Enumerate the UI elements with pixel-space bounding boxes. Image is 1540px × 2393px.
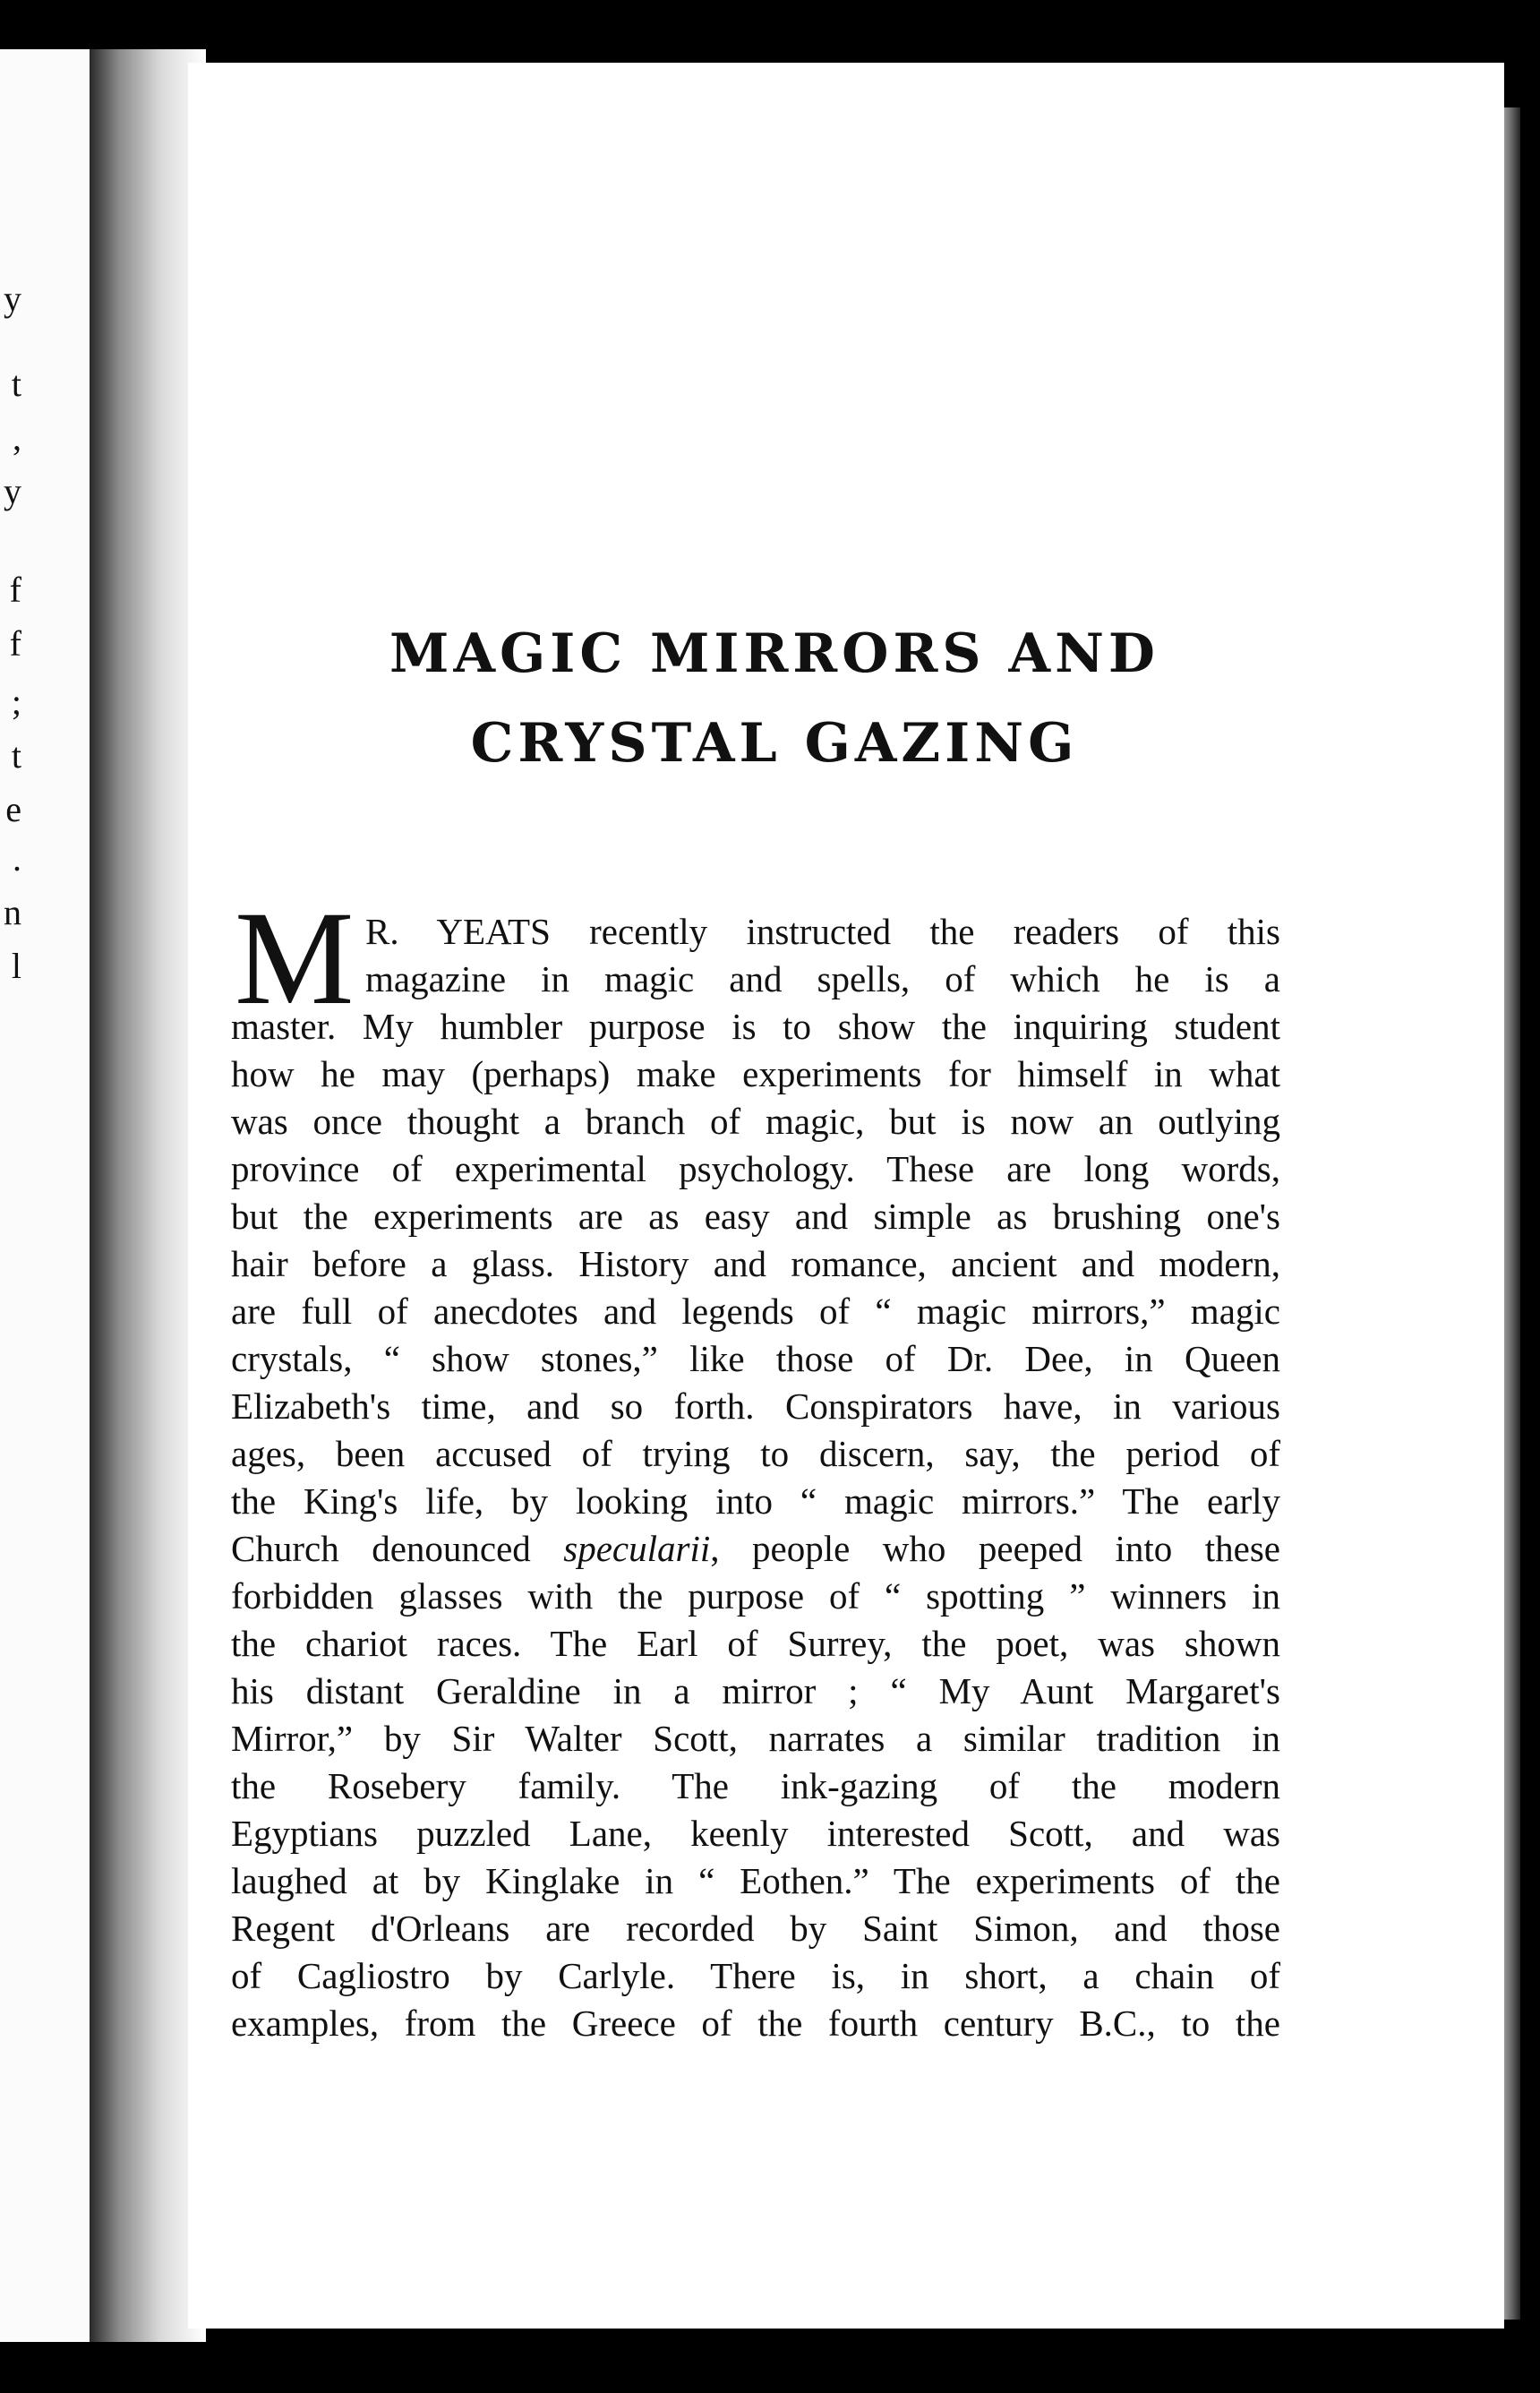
- title-line-2: CRYSTAL GAZING: [470, 712, 1079, 775]
- text-line: but the experiments are as easy and simple as brushing one's: [231, 1196, 1280, 1237]
- title-line-1: MAGIC MIRRORS AND: [389, 622, 1159, 685]
- fragment-char: e: [5, 789, 21, 829]
- text-line: forbidden glasses with the purpose of “ spotting ” winners in: [231, 1575, 1280, 1617]
- fragment-char: t: [11, 735, 21, 776]
- text-line: magazine in magic and spells, of which he is a: [365, 958, 1280, 999]
- fragment-char: ,: [13, 417, 21, 458]
- fragment-char: f: [9, 623, 21, 664]
- text-line: hair before a glass. History and romance, ancient and modern,: [231, 1243, 1280, 1284]
- fragment-char: n: [4, 892, 21, 932]
- text-line: master. My humbler purpose is to show the inquiring student: [231, 1006, 1280, 1047]
- text-line: Church denounced specularii, people who peeped into these: [231, 1528, 1280, 1569]
- text-line: Regent d'Orleans are recorded by Saint Simon, and those: [231, 1908, 1280, 1949]
- fragment-char: t: [11, 364, 21, 404]
- text-line: the Rosebery family. The ink-gazing of the modern: [231, 1765, 1280, 1806]
- text-line: Elizabeth's time, and so forth. Conspirators have, in various: [231, 1385, 1280, 1427]
- text-line: the King's life, by looking into “ magic mirrors.” The early: [231, 1480, 1280, 1522]
- italic-term: specularii: [563, 1528, 711, 1569]
- text-line: crystals, “ show stones,” like those of Dr. Dee, in Queen: [231, 1338, 1280, 1379]
- drop-cap: M: [235, 884, 355, 1033]
- page-edge: [1504, 107, 1520, 2320]
- fragment-char: .: [13, 838, 21, 879]
- fragment-char: ;: [11, 682, 21, 722]
- text-line: the chariot races. The Earl of Surrey, the poet, was shown: [231, 1623, 1280, 1664]
- text-line: laughed at by Kinglake in “ Eothen.” The experiments of the: [231, 1860, 1280, 1901]
- fragment-char: y: [4, 279, 21, 319]
- fragment-char: y: [4, 471, 21, 511]
- text-line: Egyptians puzzled Lane, keenly interested Scott, and was: [231, 1813, 1280, 1854]
- text-line: how he may (perhaps) make experiments for himself in what: [231, 1053, 1280, 1094]
- fragment-char: f: [9, 570, 21, 610]
- text-line: Mirror,” by Sir Walter Scott, narrates a similar tradition in: [231, 1718, 1280, 1759]
- fragment-char: l: [11, 946, 21, 986]
- text-line: are full of anecdotes and legends of “ magic mirrors,” magic: [231, 1291, 1280, 1332]
- chapter-title: [0, 609, 1540, 788]
- text-line: R. YEATS recently instructed the readers of this: [365, 911, 1280, 952]
- text-line: was once thought a branch of magic, but is now an outlying: [231, 1101, 1280, 1142]
- text-line: his distant Geraldine in a mirror ; “ My Aunt Margaret's: [231, 1670, 1280, 1711]
- text-line: examples, from the Greece of the fourth century B.C., to the: [231, 2003, 1280, 2044]
- text-line: ages, been accused of trying to discern, say, the period of: [231, 1433, 1280, 1474]
- text-line: of Cagliostro by Carlyle. There is, in short, a chain of: [231, 1955, 1280, 1996]
- text-line: province of experimental psychology. These are long words,: [231, 1148, 1280, 1189]
